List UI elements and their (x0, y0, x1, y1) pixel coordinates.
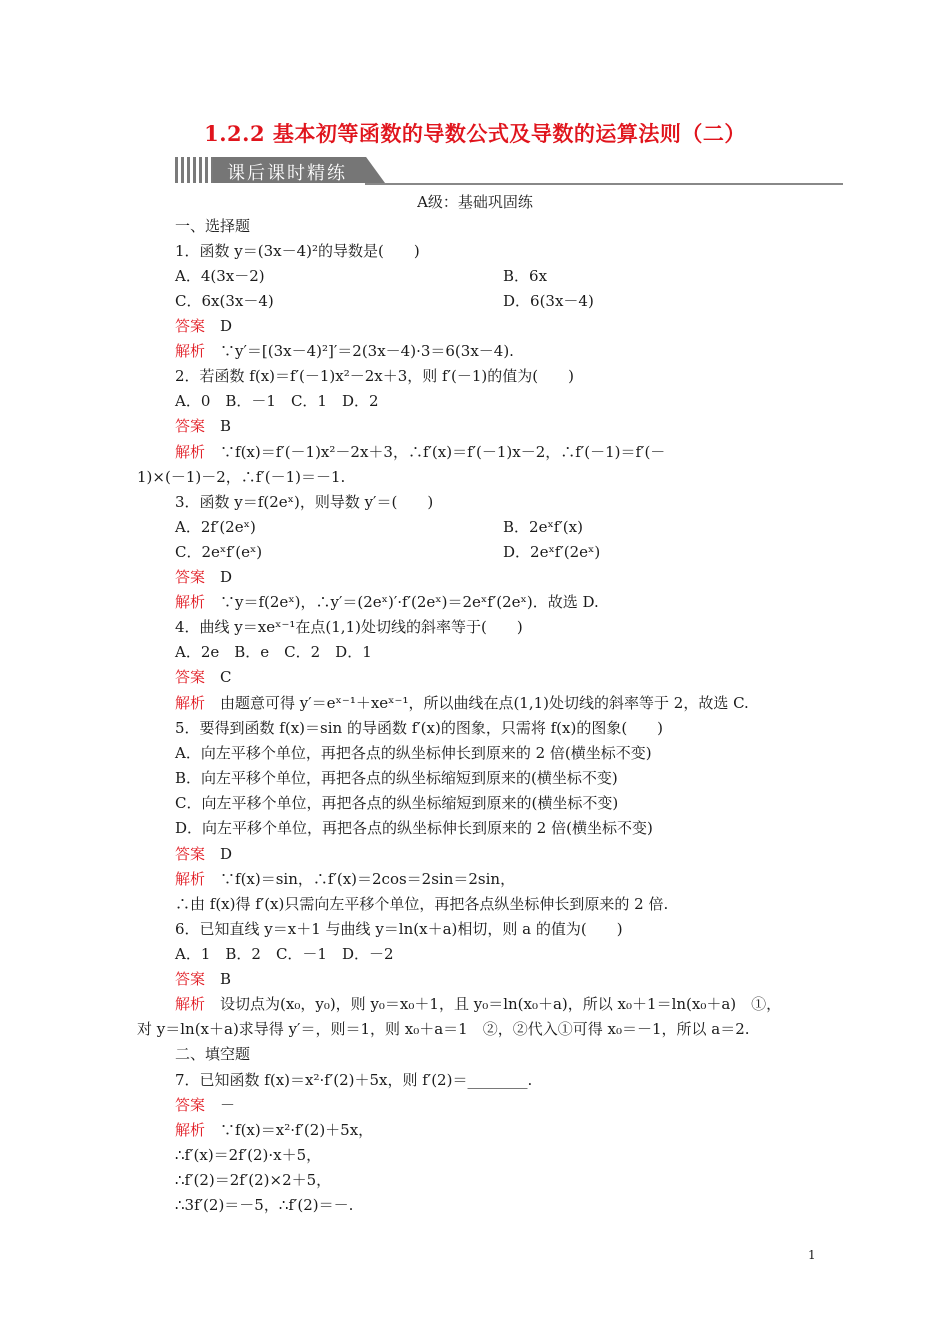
text-line (175, 1169, 331, 1191)
line-text: ∴f′(x)＝2f′(2)·x＋5， (175, 1146, 322, 1164)
line-text: 1)×(－1)－2，∴f′(－1)＝－1. (137, 468, 346, 486)
text-line (175, 240, 420, 262)
line-text: ∴f′(2)＝2f′(2)×2＋5， (175, 1171, 332, 1189)
line-text: ∵y＝f(2eˣ)，∴y′＝(2eˣ)′·f′(2eˣ)＝2eˣf′(2eˣ)．故选 D. (205, 593, 599, 611)
answer-label: 答案 (175, 568, 206, 586)
answer-label: 答案 (175, 970, 206, 988)
answer-label: 答案 (175, 1096, 206, 1114)
text-line (175, 290, 274, 312)
answer-label: 答案 (175, 417, 206, 435)
line-text: 1．函数 y＝(3x－4)²的导数是( ) (175, 242, 420, 260)
line-text: 设切点为(x₀，y₀)，则 y₀＝x₀＋1，且 y₀＝ln(x₀＋a)，所以 x₀＋1＝ln(x₀＋a) ①， (205, 995, 782, 1013)
text-line (503, 541, 600, 563)
line-text: B．2eˣf′(x) (503, 518, 583, 536)
answer-label: 解析 (175, 1121, 206, 1139)
text-line (175, 1069, 532, 1091)
line-text: B (205, 417, 232, 435)
line-text: A．向左平移个单位，再把各点的纵坐标伸长到原来的 2 倍(横坐标不变) (175, 744, 652, 762)
line-text: C．6x(3x－4) (175, 292, 274, 310)
text-line (175, 792, 618, 814)
text-line (175, 843, 232, 865)
text-line (175, 365, 574, 387)
text-line (175, 993, 781, 1015)
line-text: ∵f(x)＝f′(－1)x²－2x＋3，∴f′(x)＝f′(－1)x－2，∴f′(－1)＝f′(－ (205, 443, 666, 461)
line-text: 6．已知直线 y＝x＋1 与曲线 y＝ln(x＋a)相切，则 a 的值为( ) (175, 920, 623, 938)
section-banner (175, 155, 843, 185)
line-text: ∵f(x)＝sin，∴f′(x)＝2cos＝2sin＝2sin， (205, 870, 516, 888)
line-text: 3．函数 y＝f(2eˣ)，则导数 y′＝( ) (175, 493, 434, 511)
line-text: A．4(3x－2) (175, 267, 265, 285)
line-text: A．2e B．e C．2 D．1 (175, 643, 372, 661)
line-text: A．0 B．－1 C．1 D．2 (175, 392, 379, 410)
text-line (137, 1018, 750, 1040)
line-text: D (205, 568, 233, 586)
line-text: 由题意可得 y′＝eˣ⁻¹＋xeˣ⁻¹，所以曲线在点(1,1)处切线的斜率等于 2，故选 C. (205, 694, 749, 712)
text-line (175, 340, 514, 362)
text-line (175, 390, 379, 412)
text-line (175, 918, 623, 940)
line-text: C．向左平移个单位，再把各点的纵坐标缩短到原来的(横坐标不变) (175, 794, 619, 812)
line-text: 二、填空题 (175, 1045, 251, 1063)
text-line (175, 491, 433, 513)
answer-label: 答案 (175, 845, 206, 863)
text-line (175, 968, 231, 990)
line-text: ∵y′＝[(3x－4)²]′＝2(3x－4)·3＝6(3x－4). (205, 342, 514, 360)
line-text: C (205, 668, 232, 686)
line-text: 4．曲线 y＝xeˣ⁻¹在点(1,1)处切线的斜率等于( ) (175, 618, 523, 636)
line-text: － (205, 1096, 236, 1114)
text-line (175, 943, 394, 965)
banner-rule (365, 183, 843, 185)
text-line (175, 717, 663, 739)
text-line (175, 1094, 235, 1116)
text-line (175, 516, 256, 538)
line-text: D．2eˣf′(2eˣ) (503, 543, 601, 561)
answer-label: 解析 (175, 443, 206, 461)
line-text: C．2eˣf′(eˣ) (175, 543, 263, 561)
level-heading: A级：基础巩固练 (417, 193, 533, 211)
line-text: D．向左平移个单位，再把各点的纵坐标伸长到原来的 2 倍(横坐标不变) (175, 819, 653, 837)
text-line (175, 868, 515, 890)
text-line (175, 1043, 250, 1065)
line-text: ∵f(x)＝x²·f′(2)＋5x， (205, 1121, 374, 1139)
banner-stripes (175, 157, 219, 183)
line-text: D (205, 845, 233, 863)
text-line (175, 767, 618, 789)
text-line (175, 692, 749, 714)
text-line (175, 641, 372, 663)
answer-label: 解析 (175, 694, 206, 712)
text-line (175, 215, 250, 237)
text-line (137, 466, 345, 488)
answer-label: 解析 (175, 995, 206, 1013)
page-number: 1 (808, 1248, 816, 1262)
text-line (175, 666, 232, 688)
text-line (175, 1144, 321, 1166)
text-line (175, 817, 653, 839)
line-text: 7．已知函数 f(x)＝x²·f′(2)＋5x，则 f′(2)＝________. (175, 1071, 533, 1089)
text-line (503, 290, 594, 312)
text-line (175, 415, 231, 437)
text-line (503, 265, 547, 287)
line-text: 一、选择题 (175, 217, 251, 235)
line-text: D．6(3x－4) (503, 292, 594, 310)
answer-label: 解析 (175, 342, 206, 360)
line-text: 5．要得到函数 f(x)＝sin 的导函数 f′(x)的图象，只需将 f(x)的图象( ) (175, 719, 664, 737)
text-line (175, 893, 668, 915)
text-line (175, 541, 262, 563)
line-text: B (205, 970, 232, 988)
text-line (175, 742, 652, 764)
answer-label: 解析 (175, 870, 206, 888)
text-line (503, 516, 583, 538)
line-text: ∴由 f(x)得 f′(x)只需向左平移个单位，再把各点纵坐标伸长到原来的 2 倍. (175, 895, 669, 913)
line-text: A．2f′(2eˣ) (175, 518, 256, 536)
line-text: 2．若函数 f(x)＝f′(－1)x²－2x＋3，则 f′(－1)的值为( ) (175, 367, 574, 385)
text-line (175, 1194, 353, 1216)
text-line (175, 265, 265, 287)
line-text: A．1 B．2 C．－1 D．－2 (175, 945, 394, 963)
answer-label: 解析 (175, 593, 206, 611)
line-text: B．6x (503, 267, 548, 285)
page-title: 1.2.2 基本初等函数的导数公式及导数的运算法则（二） (204, 121, 746, 146)
text-line (175, 616, 523, 638)
text-line (175, 441, 665, 463)
text-line (175, 1119, 373, 1141)
banner-label: 课后课时精练 (227, 163, 347, 184)
text-line (175, 566, 232, 588)
line-text: 对 y＝ln(x＋a)求导得 y′＝，则＝1，则 x₀＋a＝1 ②，②代入①可得 x₀＝－1，所以 a＝2. (137, 1020, 750, 1038)
line-text: ∴3f′(2)＝－5，∴f′(2)＝－. (175, 1196, 354, 1214)
line-text: D (205, 317, 233, 335)
answer-label: 答案 (175, 668, 206, 686)
line-text: B．向左平移个单位，再把各点的纵坐标缩短到原来的(横坐标不变) (175, 769, 618, 787)
text-line (175, 591, 599, 613)
answer-label: 答案 (175, 317, 206, 335)
text-line (175, 315, 232, 337)
